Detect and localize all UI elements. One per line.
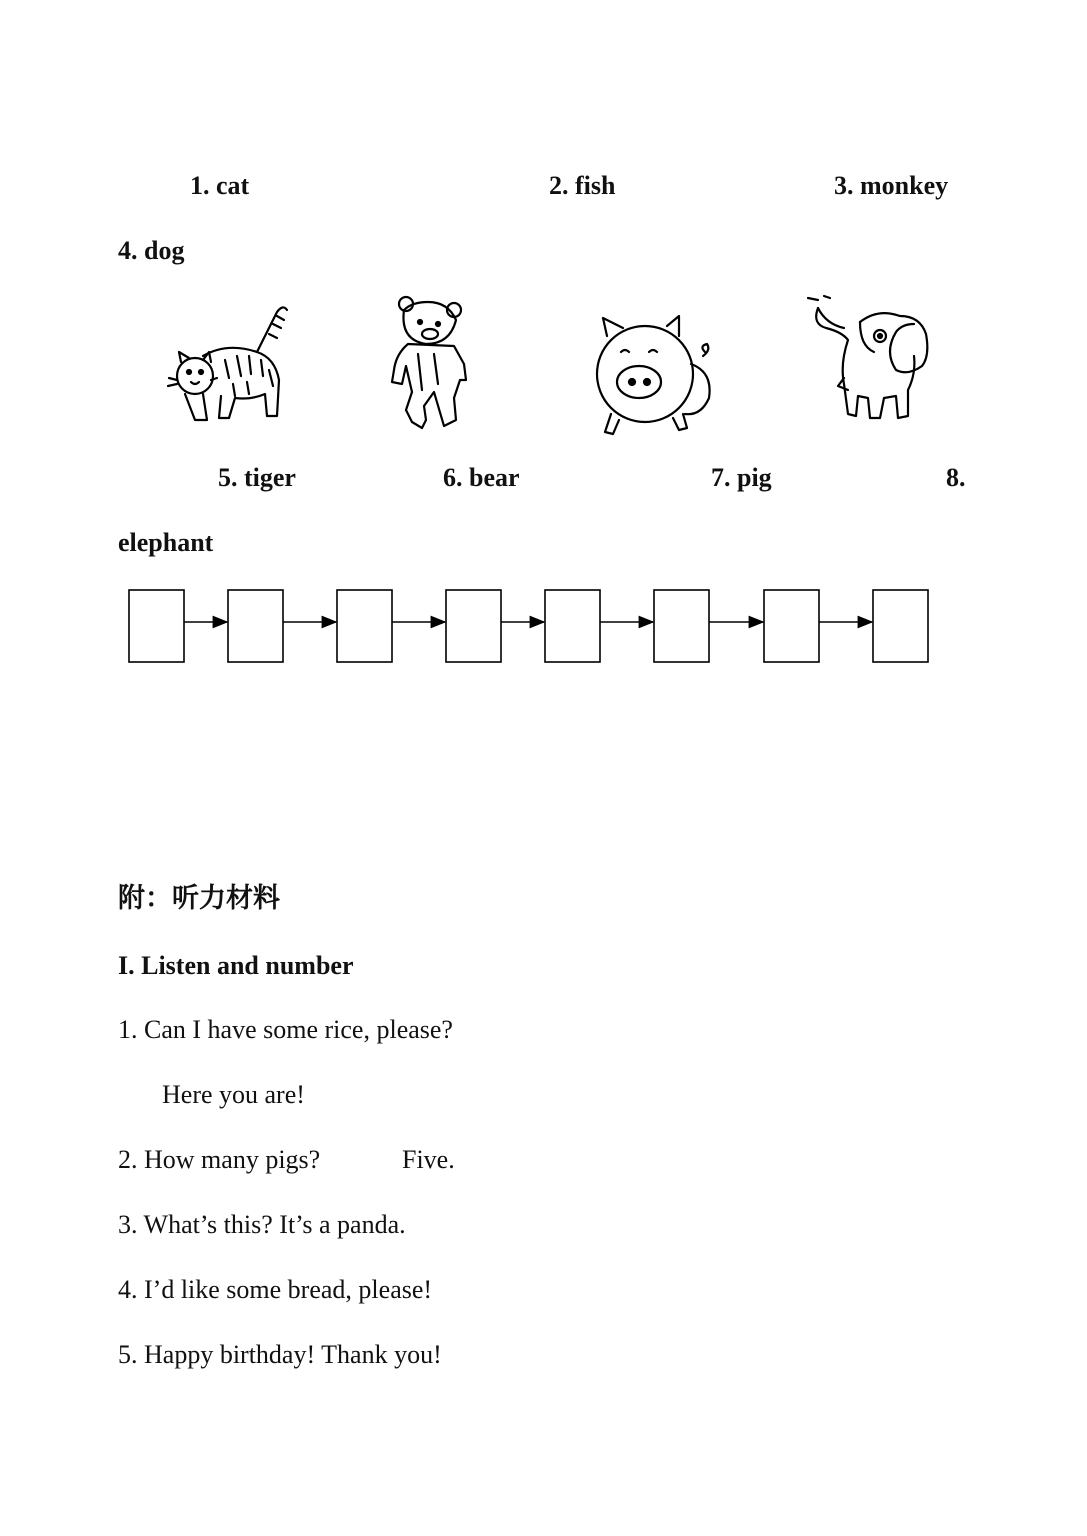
vocab-item-tiger: 5. tiger: [218, 463, 296, 492]
transcript-line-1-answer: Here you are!: [162, 1080, 305, 1109]
appendix-title: 附：听力材料: [118, 883, 280, 914]
answer-sequence: [0, 0, 1087, 700]
vocab-item-monkey: 3. monkey: [834, 171, 949, 200]
vocab-item-fish: 2. fish: [549, 171, 616, 200]
answer-box: [873, 590, 928, 662]
transcript-line-5: 5. Happy birthday! Thank you!: [118, 1340, 442, 1369]
transcript-line-3: 3. What’s this? It’s a panda.: [118, 1210, 406, 1239]
answer-box: [337, 590, 392, 662]
answer-box: [129, 590, 184, 662]
transcript-line-4: 4. I’d like some bread, please!: [118, 1275, 433, 1304]
transcript-line-2-answer: Five.: [402, 1145, 455, 1174]
answer-box: [764, 590, 819, 662]
vocab-item-elephant-number: 8.: [946, 463, 966, 492]
answer-box: [228, 590, 283, 662]
vocab-item-pig: 7. pig: [711, 463, 772, 492]
answer-box: [654, 590, 709, 662]
transcript-line-1: 1. Can I have some rice, please?: [118, 1015, 453, 1044]
vocab-item-bear: 6. bear: [443, 463, 520, 492]
vocab-item-dog: 4. dog: [118, 236, 185, 265]
answer-box: [545, 590, 600, 662]
vocab-item-cat: 1. cat: [190, 171, 250, 200]
vocab-item-elephant-word: elephant: [118, 528, 214, 557]
answer-box: [446, 590, 501, 662]
section-heading: I. Listen and number: [118, 951, 354, 980]
transcript-line-2: 2. How many pigs?: [118, 1145, 321, 1174]
